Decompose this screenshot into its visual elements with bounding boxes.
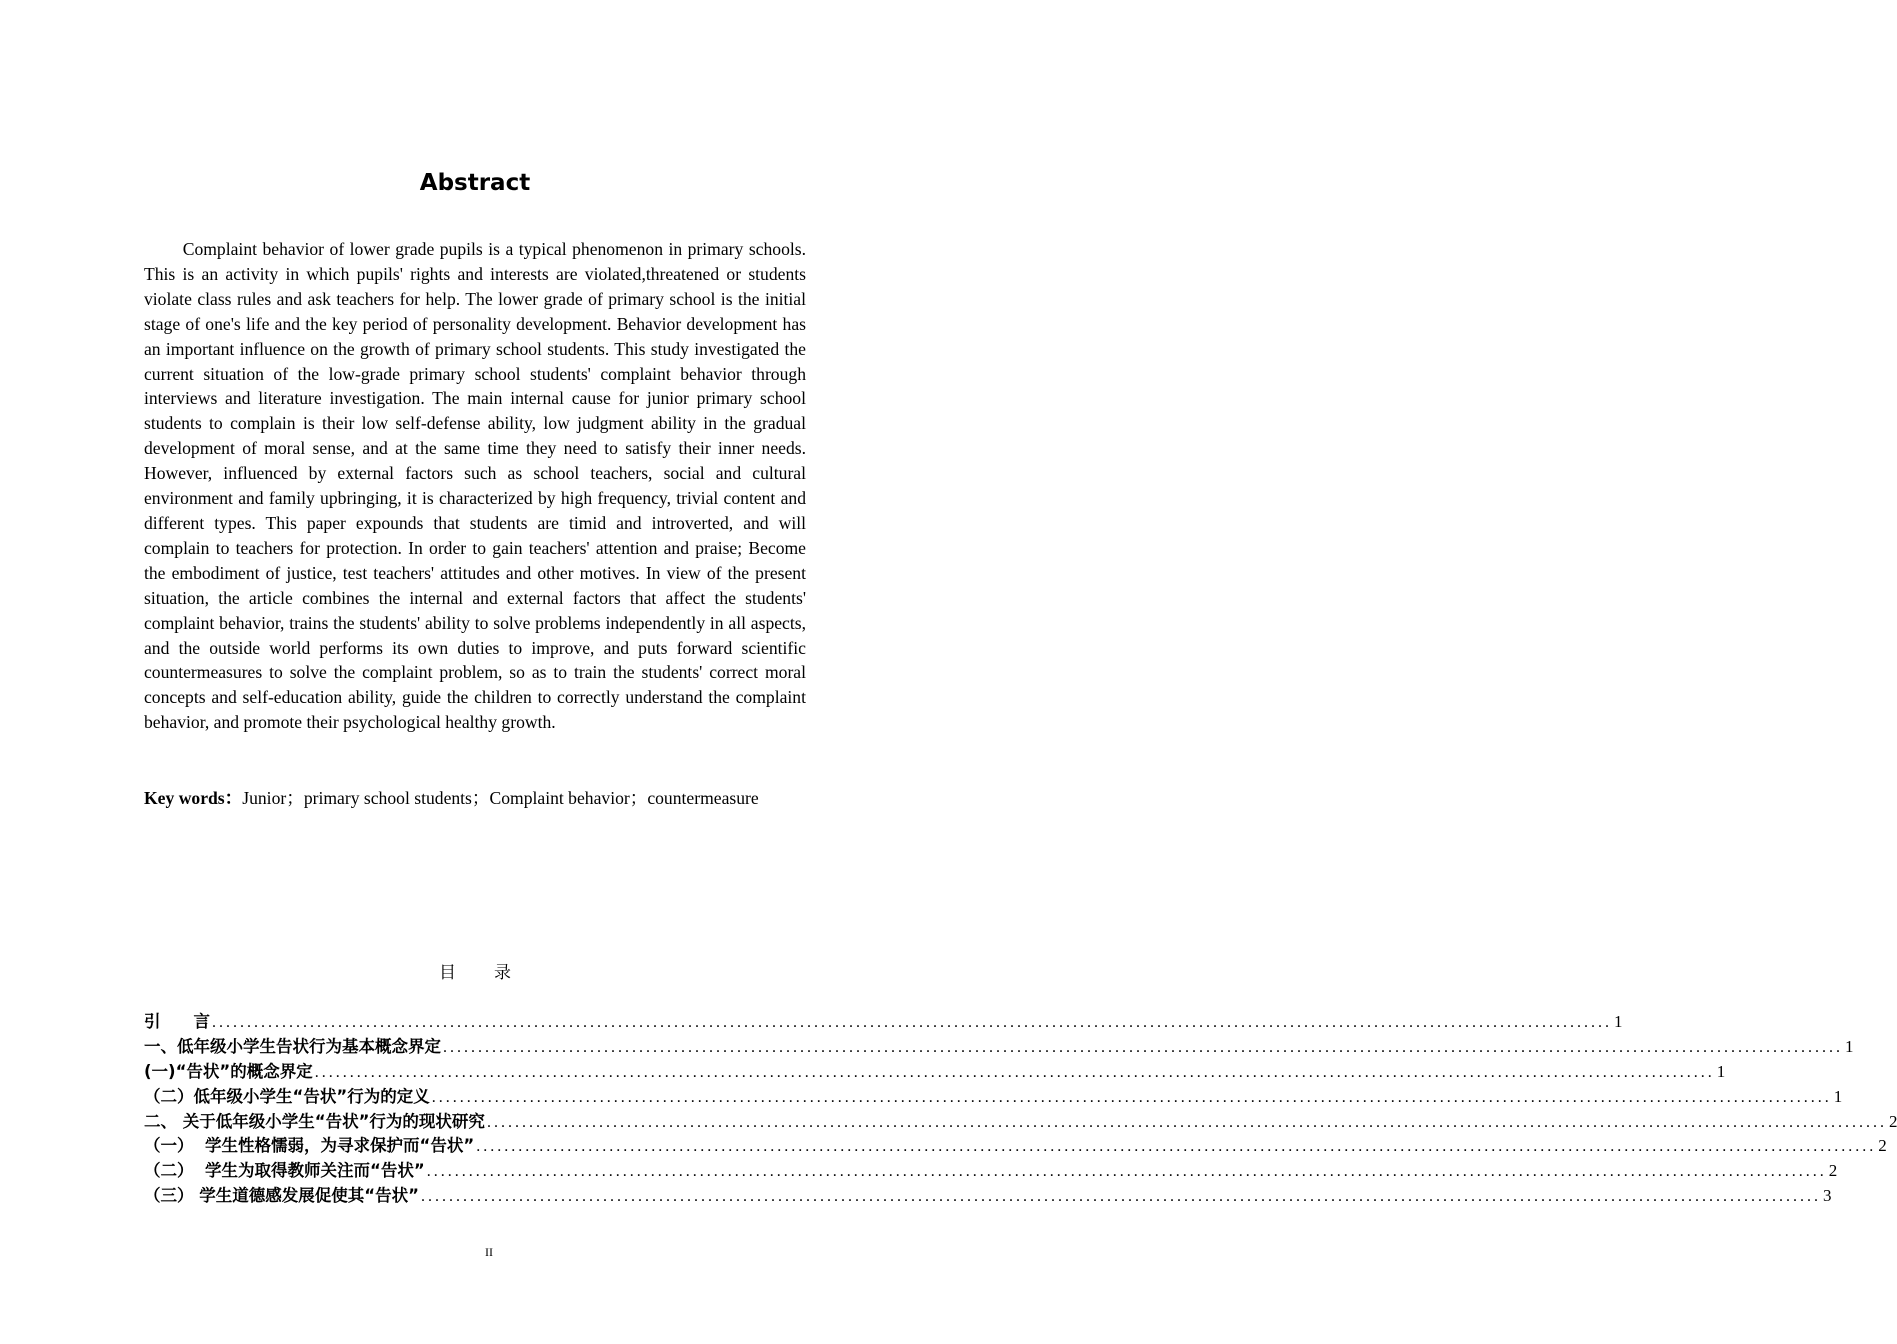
toc-leader-dots: ........................................................................................................................................................................................................	[426, 1163, 1827, 1181]
toc-entry-label: （二）低年级小学生“告状”行为的定义	[144, 1086, 430, 1106]
toc-entry-label: 二、 关于低年级小学生“告状”行为的现状研究	[144, 1111, 485, 1131]
toc-entry-section-1-2[interactable]	[144, 1083, 1843, 1108]
toc-entry-chapter-1[interactable]	[144, 1033, 1854, 1058]
page-number: II	[485, 1245, 493, 1259]
toc-leader-dots: ........................................................................................................................................................................................................	[314, 1063, 1715, 1081]
toc-entry-page: 2	[1828, 1161, 1838, 1181]
toc-entry-introduction[interactable]	[144, 1008, 1623, 1033]
toc-leader-dots: ........................................................................................................................................................................................................	[431, 1088, 1832, 1106]
toc-entry-section-1-1[interactable]	[144, 1058, 1726, 1083]
toc-entry-page: 2	[1878, 1136, 1887, 1156]
abstract-title: Abstract	[419, 170, 531, 196]
abstract-body: Complaint behavior of lower grade pupils is a typical phenomenon in primary schools. This is an activity in which pupils' rights and interests are violated,threatened or students violate class rules and ask teachers for help. The lower grade of primary school is the initial stage of one's life and the key period of personality development. Behavior development has an important influence on the growth of primary school students. This study investigated the current situation of the low-grade primary school students' complaint behavior through interviews and literature investigation. The main internal cause for junior primary school students to complain is their low self-defense ability, low judgment ability in the gradual development of moral sense, and at the same time they need to satisfy their inner needs. However, influenced by external factors such as school teachers, social and cultural environment and family upbringing, it is characterized by high frequency, trivial content and different types. This paper expounds that students are timid and introverted, and will complain to teachers for protection. In order to gain teachers' attention and praise; Become the embodiment of justice, test teachers' attitudes and other motives. In view of the present situation, the article combines the internal and external factors that affect the students' complaint behavior, trains the students' ability to solve problems independently in all aspects, and the outside world performs its own duties to improve, and puts forward scientific countermeasures to solve the complaint problem, so as to train the students' correct moral concepts and self-education ability, guide the children to correctly understand the complaint behavior, and promote their psychological healthy growth.	[144, 239, 806, 733]
toc-entry-page: 1	[1716, 1061, 1726, 1081]
keywords-line	[144, 786, 806, 811]
toc-leader-dots: ........................................................................................................................................................................................................	[212, 1014, 1612, 1031]
toc-heading-right: 录	[494, 963, 511, 983]
toc-entry-page: 1	[1833, 1086, 1843, 1106]
toc-entry-section-2-3[interactable]	[144, 1182, 1832, 1207]
toc-entry-label: 引 言	[144, 1012, 210, 1031]
toc-entry-label: (一)“告状”的概念界定	[144, 1061, 313, 1081]
toc-entry-label: （三） 学生道德感发展促使其“告状”	[144, 1186, 419, 1206]
toc-entry-page: 1	[1614, 1012, 1623, 1031]
toc-leader-dots: ........................................................................................................................................................................................................	[443, 1038, 1843, 1056]
keywords-value: Junior；primary school students；Complaint behavior；countermeasure	[242, 788, 759, 808]
toc-entry-label: （二） 学生为取得教师关注而“告状”	[144, 1161, 425, 1181]
table-of-contents	[144, 1008, 1897, 1207]
toc-entry-label: 一、低年级小学生告状行为基本概念界定	[144, 1036, 441, 1056]
toc-heading	[0, 958, 950, 983]
toc-entry-label: （一） 学生性格懦弱，为寻求保护而“告状”	[144, 1136, 475, 1156]
toc-entry-section-2-2[interactable]	[144, 1157, 1838, 1182]
toc-entry-chapter-2[interactable]	[144, 1108, 1897, 1133]
toc-entry-page: 3	[1822, 1186, 1832, 1206]
toc-leader-dots: ........................................................................................................................................................................................................	[486, 1113, 1887, 1131]
toc-entry-page: 2	[1888, 1111, 1897, 1131]
toc-entry-page: 1	[1845, 1036, 1854, 1056]
keywords-label: Key words：	[144, 788, 243, 808]
toc-heading-left: 目	[439, 963, 456, 983]
toc-leader-dots: ........................................................................................................................................................................................................	[476, 1138, 1877, 1156]
toc-entry-section-2-1[interactable]	[144, 1132, 1887, 1157]
toc-leader-dots: ........................................................................................................................................................................................................	[420, 1188, 1821, 1206]
